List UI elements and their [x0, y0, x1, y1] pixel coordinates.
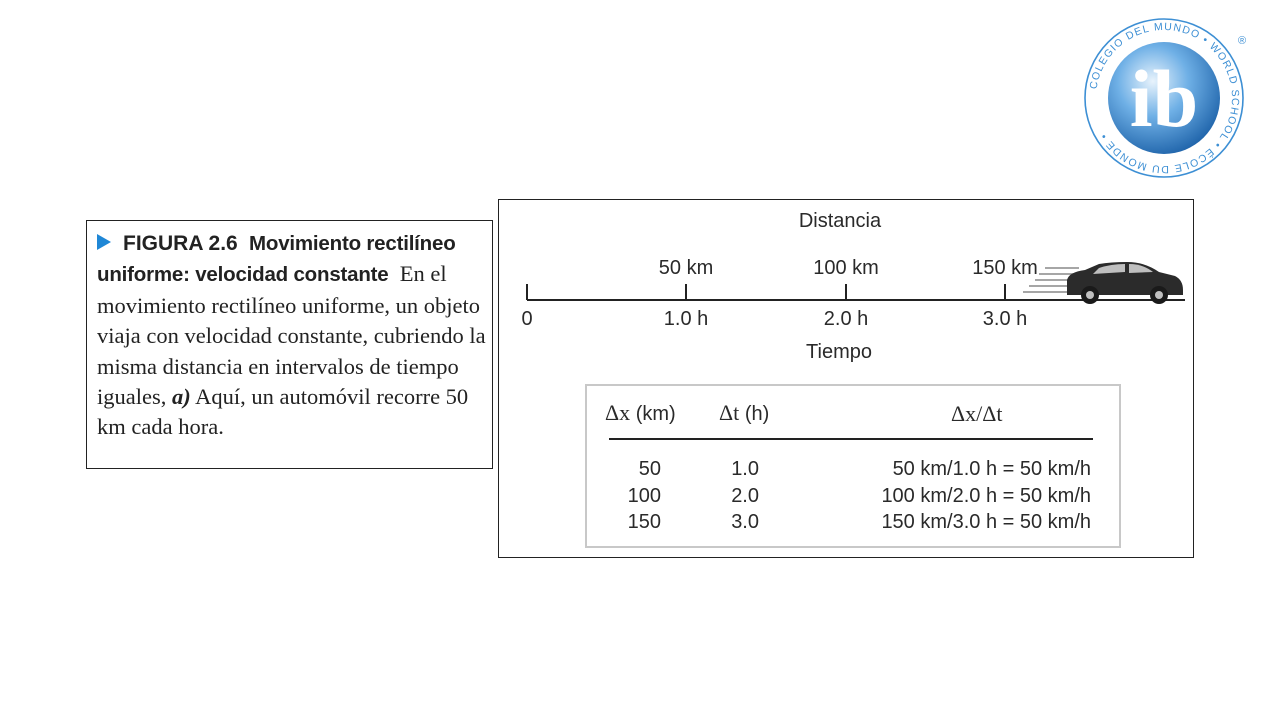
- car-icon: [1067, 262, 1183, 304]
- velocity-table: [585, 384, 1121, 548]
- header-dt: Δt (h): [719, 400, 770, 425]
- row-0-dt: 1.0: [731, 458, 759, 480]
- row-1-dx: 100: [627, 485, 661, 507]
- distance-label-100: 100 km: [813, 257, 879, 279]
- header-ratio: Δx/Δt: [951, 401, 1003, 426]
- time-axis-title: Tiempo: [806, 341, 872, 363]
- row-1-ratio: 100 km/2.0 h = 50 km/h: [881, 485, 1091, 507]
- caption-title: Movimiento rectilíneo uniforme: velocidad constante: [97, 232, 456, 287]
- logo-ring-text: COLEGIO DEL MUNDO • WORLD SCHOOL • ÉCOLE DU MONDE •: [1087, 20, 1242, 176]
- triangle-marker-icon: [97, 234, 111, 250]
- time-label-2: 2.0 h: [823, 308, 869, 330]
- time-label-1: 1.0 h: [663, 308, 709, 330]
- time-label-3: 3.0 h: [982, 308, 1028, 330]
- row-2-ratio: 150 km/3.0 h = 50 km/h: [881, 511, 1091, 533]
- logo-registered: ®: [1238, 35, 1247, 47]
- time-label-0: 0: [521, 308, 533, 330]
- distance-label-50: 50 km: [658, 257, 714, 279]
- logo-mark: ib: [1129, 53, 1199, 144]
- figure-panel: [498, 199, 1194, 558]
- caption-part-label: a): [171, 384, 191, 410]
- distance-axis-title: Distancia: [798, 210, 882, 232]
- ib-logo: [1080, 14, 1248, 182]
- caption-body-1: En el movimiento rectilíneo uniforme, un objeto viaja con velocidad constante, cubriendo la misma distancia en intervalos de tiempo iguales,: [97, 261, 486, 410]
- header-dx: Δx (km): [605, 400, 676, 425]
- row-0-ratio: 50 km/1.0 h = 50 km/h: [892, 458, 1091, 480]
- figure-caption: [86, 220, 493, 469]
- figure-label: FIGURA 2.6: [123, 232, 238, 255]
- row-2-dx: 150: [627, 511, 661, 533]
- caption-body-2: Aquí, un automóvil recorre 50 km cada hora.: [97, 384, 469, 440]
- row-1-dt: 2.0: [731, 485, 759, 507]
- header-rule: [609, 438, 1093, 440]
- row-2-dt: 3.0: [731, 511, 759, 533]
- distance-label-150: 150 km: [972, 257, 1038, 279]
- row-0-dx: 50: [638, 458, 661, 480]
